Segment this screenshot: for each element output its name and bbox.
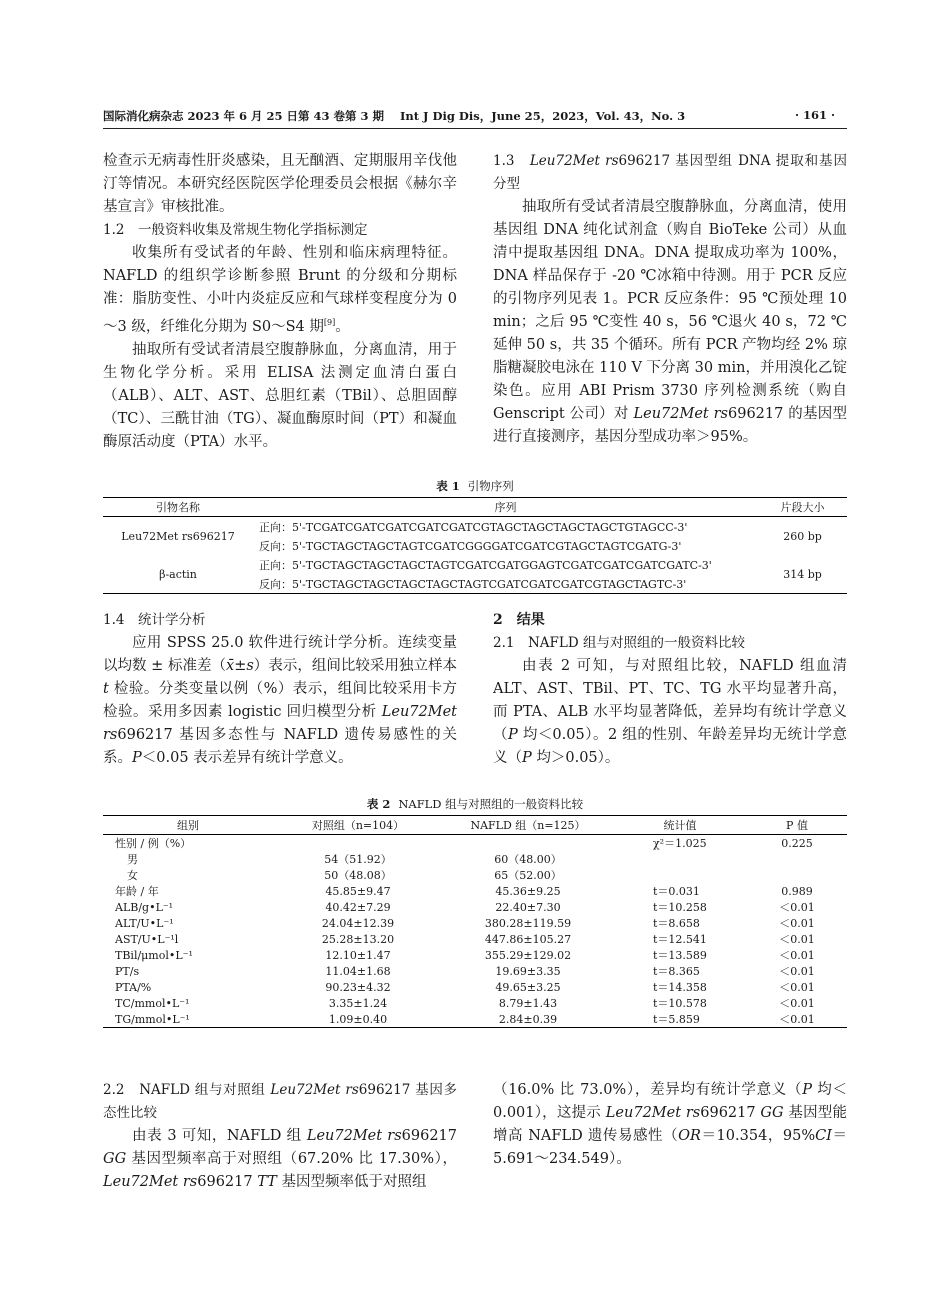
row-label: 男 [127, 853, 138, 866]
row-label: 性别 / 例（%） [115, 837, 192, 850]
nafld-value: 65（52.00） [494, 869, 562, 882]
control-value: 1.09±0.40 [273, 1011, 443, 1028]
control-value: 54（51.92） [324, 853, 392, 866]
paragraph-dna-extraction: 抽取所有受试者清晨空腹静脉血，分离血清，使用基因组 DNA 纯化试剂盒（购自 BioTeke 公司）从血清中提取基因组 DNA。DNA 提取成功率为 100%，DNA 样品保存于 -20 ℃冰箱中待测。用于 PCR 反应的引物序列见表 1。PCR 反应条件：95 ℃预处理 10 min；之后 95 ℃变性 40 s，56 ℃退火 40 s，72 ℃延伸 50 s，共 35 个循环。所有 PCR 产物均经 2% 琼脂糖凝胶电泳在 110 V 下分离 30 min，并用溴化乙锭染色。应用 ABI Prism 3730 序列检测系统（购自 Genscript 公司）对 Leu72Met rs696217 的基因型进行直接测序，基因分型成功率＞95%。 [493, 199, 847, 445]
p-value [747, 851, 847, 867]
section-1-2-heading: 1.2 一般资料收集及常规生物化学指标测定 [103, 222, 368, 238]
table-row [103, 963, 847, 979]
nafld-value: 60（48.00） [494, 853, 562, 866]
table-row [103, 867, 847, 883]
p-value: ＜0.01 [779, 981, 815, 994]
statistic-value: t＝14.358 [653, 981, 707, 994]
table-2-general-data [103, 815, 847, 1028]
nafld-value [443, 835, 613, 852]
table-row [103, 851, 847, 867]
section-2-2-heading: 2.2 NAFLD 组与对照组 Leu72Met rs696217 基因多态性比较 [103, 1082, 457, 1121]
nafld-value: 49.65±3.25 [495, 980, 561, 994]
statistic-value: t＝10.578 [653, 997, 707, 1010]
right-column-block-1 [493, 150, 847, 449]
nafld-value: 2.84±0.39 [443, 1011, 613, 1028]
section-2-heading: 2 结果 [493, 612, 545, 628]
p-value: ＜0.01 [779, 949, 815, 962]
table-row [103, 883, 847, 899]
table-row [103, 947, 847, 963]
paragraph-ethics: 检查示无病毒性肝炎感染，且无酗酒、定期服用辛伐他汀等情况。本研究经医院医学伦理委员会根据《赫尔辛基宣言》审核批准。 [103, 153, 457, 215]
row-label: AST/U•L⁻¹l [115, 932, 179, 946]
row-label: TG/mmol•L⁻¹ [103, 1011, 273, 1028]
row-label: 年龄 / 年 [115, 885, 159, 898]
statistic-value: t＝8.658 [653, 917, 700, 930]
row-label: PTA/% [115, 980, 152, 994]
table-row [103, 995, 847, 1011]
table-2-caption: 表 2 NAFLD 组与对照组的一般资料比较 [366, 797, 584, 811]
nafld-value: 355.29±129.02 [484, 948, 572, 962]
right-column-block-3 [493, 1079, 847, 1171]
p-value: ＜0.01 [779, 917, 815, 930]
p-value: ＜0.01 [779, 997, 815, 1010]
table-2-header-statistic: 统计值 [613, 816, 747, 835]
running-header-cn: 国际消化病杂志 2023 年 6 月 25 日第 43 卷第 3 期 [103, 109, 385, 123]
table-row [103, 1011, 847, 1028]
table-1-caption: 表 1 引物序列 [436, 479, 514, 493]
section-2-1-heading: 2.1 NAFLD 组与对照组的一般资料比较 [493, 635, 745, 651]
table-2-header-nafld: NAFLD 组（n=125） [443, 816, 613, 835]
nafld-value: 19.69±3.35 [495, 964, 561, 978]
table-1-primers [103, 497, 847, 594]
paragraph-biochem: 抽取所有受试者清晨空腹静脉血，分离血清，用于生物化学分析。采用 ELISA 法测定血清白蛋白（ALB）、ALT、AST、总胆红素（TBil）、总胆固醇（TC）、三酰甘油（TG）、凝血酶原时间（PT）和凝血酶原活动度（PTA）水平。 [103, 341, 457, 450]
nafld-value: 380.28±119.59 [484, 916, 572, 930]
primer-reverse: 反向：5'-TGCTAGCTAGCTAGTCGATCGGGGATCGATCGTAGCTAGTCGATG-3' [259, 539, 682, 553]
table-2-header-group: 组别 [103, 816, 273, 835]
statistic-value: t＝8.365 [653, 965, 700, 978]
primer-forward: 正向：5'-TCGATCGATCGATCGATCGATCGTAGCTAGCTAGCTAGCTGTAGCC-3' [259, 520, 688, 534]
primer-name: β-actin [103, 555, 253, 594]
p-value: ＜0.01 [747, 1011, 847, 1028]
row-label: 女 [127, 869, 138, 882]
control-value: 90.23±4.32 [325, 980, 391, 994]
control-value: 40.42±7.29 [325, 900, 391, 914]
statistic-value: t＝12.541 [653, 933, 707, 946]
paragraph-clinical-data: 收集所有受试者的年龄、性别和临床病理特征。NAFLD 的组织学诊断参照 Brunt 的分级和分期标准：脂肪变性、小叶内炎症反应和气球样变程度分为 0～3 级，纤维化分期为 S0～S4 期[9]。 [103, 245, 457, 335]
right-column-block-2 [493, 609, 847, 770]
table-row [103, 915, 847, 931]
fragment-size: 260 bp [783, 529, 822, 543]
section-1-4-heading: 1.4 统计学分析 [103, 612, 206, 628]
left-column-block-1 [103, 150, 457, 454]
section-1-3-heading: 1.3 Leu72Met rs696217 基因型组 DNA 提取和基因分型 [493, 153, 847, 192]
left-column-block-3 [103, 1079, 457, 1194]
statistic-value: t＝13.589 [653, 949, 707, 962]
control-value: 11.04±1.68 [325, 964, 391, 978]
p-value: ＜0.01 [779, 901, 815, 914]
primer-name: Leu72Met rs696217 [121, 529, 235, 543]
statistic-value [613, 867, 747, 883]
p-value: ＜0.01 [779, 933, 815, 946]
control-value: 25.28±13.20 [321, 932, 395, 946]
row-label: ALT/U•L⁻¹ [115, 916, 174, 930]
paragraph-genotype: 由表 3 可知，NAFLD 组 Leu72Met rs696217 GG 基因型频率高于对照组（67.20% 比 17.30%），Leu72Met rs696217 TT 基因型频率低于对照组 [103, 1128, 457, 1190]
table-2-header-control: 对照组（n=104） [273, 816, 443, 835]
nafld-value: 45.36±9.25 [495, 884, 561, 898]
table-1-header-name: 引物名称 [103, 498, 253, 517]
table-row [103, 899, 847, 915]
citation-ref: [9] [323, 318, 336, 327]
nafld-value: 8.79±1.43 [498, 996, 558, 1010]
control-value: 3.35±1.24 [328, 996, 388, 1010]
statistic-value [613, 851, 747, 867]
control-value: 24.04±12.39 [321, 916, 395, 930]
primer-reverse: 反向：5'-TGCTAGCTAGCTAGCTAGCTAGTCGATCGATCGATCGTAGCTAGTC-3' [253, 574, 758, 594]
statistic-value: t＝5.859 [613, 1011, 747, 1028]
paragraph-results-general: 由表 2 可知，与对照组比较，NAFLD 组血清 ALT、AST、TBil、PT、TC、TG 水平均显著升高，而 PTA、ALB 水平均显著降低，差异均有统计学意义（P 均＜0.05）。2 组的性别、年龄差异均无统计学意义（P 均＞0.05）。 [493, 658, 847, 766]
table-row [103, 931, 847, 947]
table-row [103, 835, 847, 852]
control-value: 45.85±9.47 [325, 884, 391, 898]
primer-forward: 正向：5'-TGCTAGCTAGCTAGCTAGTCGATCGATGGAGTCGATCGATCGATCGATC-3' [259, 558, 712, 572]
table-2-header-p: P 值 [747, 816, 847, 835]
page-number: · 161 · [795, 108, 836, 122]
fragment-size: 314 bp [758, 555, 847, 594]
row-label: ALB/g•L⁻¹ [115, 900, 174, 914]
statistic-value: χ²＝1.025 [653, 837, 707, 850]
statistic-value: t＝10.258 [653, 901, 707, 914]
table-1-header-size: 片段大小 [758, 498, 847, 517]
control-value: 50（48.08） [324, 869, 392, 882]
row-label: PT/s [115, 964, 140, 978]
left-column-block-2 [103, 609, 457, 770]
control-value: 12.10±1.47 [325, 948, 391, 962]
p-value [747, 867, 847, 883]
table-row [103, 979, 847, 995]
nafld-value: 447.86±105.27 [484, 932, 572, 946]
p-value: 0.989 [781, 884, 813, 898]
row-label: TC/mmol•L⁻¹ [115, 996, 190, 1010]
row-label: TBil/μmol•L⁻¹ [115, 948, 193, 962]
p-value: ＜0.01 [779, 965, 815, 978]
control-value [273, 835, 443, 852]
table-1-header-sequence: 序列 [253, 498, 758, 517]
running-header-en: Int J Dig Dis，June 25，2023，Vol. 43，No. 3 [400, 109, 686, 123]
paragraph-genotype-cont: （16.0% 比 73.0%），差异均有统计学意义（P 均＜0.001），这提示 Leu72Met rs696217 GG 基因型能增高 NAFLD 遗传易感性（OR＝10.354，95%CI＝5.691～234.549）。 [493, 1082, 848, 1167]
statistic-value: t＝0.031 [653, 885, 700, 898]
nafld-value: 22.40±7.30 [495, 900, 561, 914]
header-rule [103, 128, 847, 129]
paragraph-statistics: 应用 SPSS 25.0 软件进行统计学分析。连续变量以均数 ± 标准差（x̄±s）表示，组间比较采用独立样本 t 检验。分类变量以例（%）表示，组间比较采用卡方检验。采用多因素 logistic 回归模型分析 Leu72Met rs696217 基因多态性与 NAFLD 遗传易感性的关系。P＜0.05 表示差异有统计学意义。 [103, 635, 458, 766]
p-value: 0.225 [781, 836, 813, 850]
